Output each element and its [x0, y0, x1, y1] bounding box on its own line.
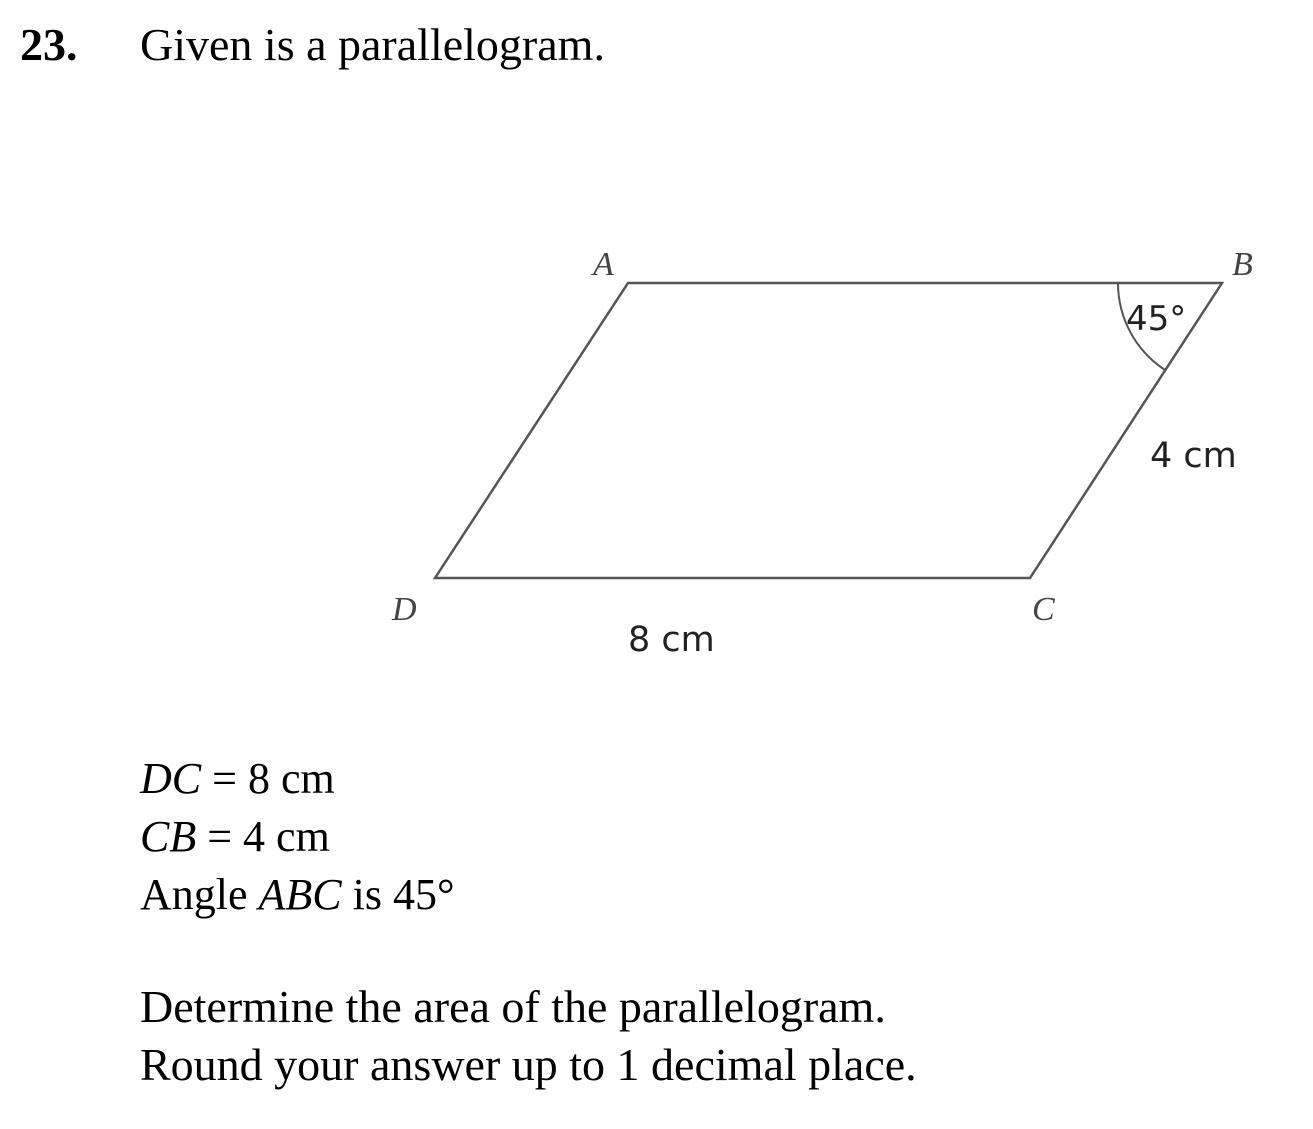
- given-dc: [140, 750, 455, 808]
- given-angle: [140, 866, 455, 924]
- task-line-1: Determine the area of the parallelogram.: [140, 981, 886, 1032]
- given-values: [140, 750, 455, 924]
- task-instructions: [140, 978, 917, 1094]
- vertex-label-d: D: [392, 591, 417, 628]
- given-cb: [140, 808, 455, 866]
- task-line-2: Round your answer up to 1 decimal place.: [140, 1039, 917, 1090]
- vertex-label-c: C: [1032, 591, 1055, 628]
- question-intro: Given is a parallelogram.: [140, 19, 605, 70]
- parallelogram-shape: [435, 283, 1222, 578]
- vertex-label-b: B: [1232, 246, 1253, 283]
- vertex-label-a: A: [593, 246, 614, 283]
- angle-label: 45°: [1126, 299, 1187, 339]
- given-angle-value: is 45°: [341, 870, 455, 919]
- given-angle-prefix: Angle: [140, 870, 259, 919]
- given-cb-value: = 4 cm: [196, 812, 330, 861]
- side-cb-label: 4 cm: [1150, 436, 1237, 476]
- side-dc-label: 8 cm: [628, 620, 715, 660]
- given-cb-var: CB: [140, 812, 197, 861]
- question-number: 23.: [20, 19, 78, 70]
- given-dc-var: DC: [140, 754, 202, 803]
- given-angle-var: ABC: [258, 870, 342, 919]
- given-dc-value: = 8 cm: [201, 754, 335, 803]
